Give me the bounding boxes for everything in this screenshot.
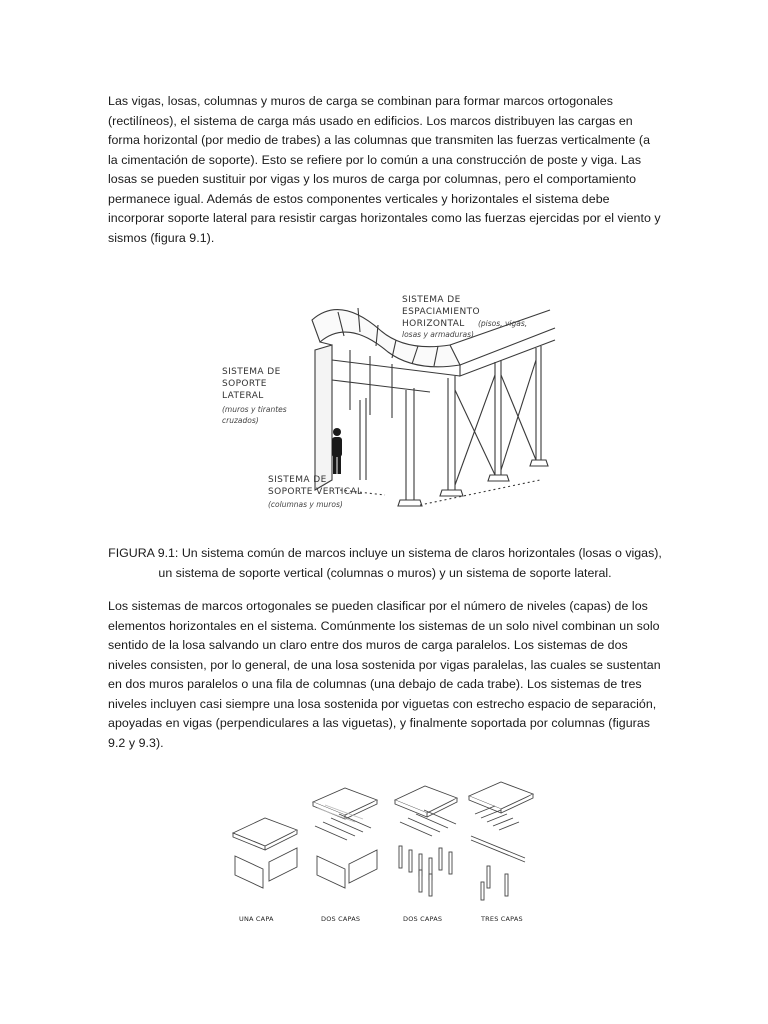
caption-label: FIGURA 9.1: [108,546,179,560]
label-lateral-3: LATERAL [222,391,264,401]
layer-label-3: TRES CAPAS [481,915,523,923]
label-lateral-note-1: (muros y tirantes [222,405,287,414]
figure-9-1-illustration [220,290,560,520]
caption-text: Un sistema común de marcos incluye un sistema de claros horizontales (losas o vigas), un sistema de soporte vertical (columnas o muros) y un sistema de soporte lateral. [158,546,662,580]
label-vertical-note: (columnas y muros) [268,500,343,509]
label-lateral-2: SOPORTE [222,379,267,389]
frame-system-drawing [220,290,560,520]
figure-layers-illustration [225,778,545,928]
layer-label-0: UNA CAPA [239,915,274,923]
label-horizontal-1: SISTEMA DE [402,295,461,305]
label-vertical-2: SOPORTE VERTICAL [268,487,363,497]
layers-drawing [225,778,545,928]
label-horizontal-3: HORIZONTAL [402,319,465,329]
label-lateral-note-2: cruzados) [222,416,259,425]
label-horizontal-note-2: losas y armaduras) [402,330,474,339]
label-horizontal-2: ESPACIAMIENTO [402,307,480,317]
paragraph-intro: Las vigas, losas, columnas y muros de carga se combinan para formar marcos ortogonales (rectilíneos), el sistema de carga más usado en edificios. Los marcos distribuyen las cargas en forma horizontal (por medio de trabes) a las columnas que transmiten las fuerzas verticalmente (a la cimentación de soporte). Esto se refiere por lo común a una construcción de poste y viga. Las losas se pueden sustituir por vigas y los muros de carga por columnas, pero el comportamiento permanece igual. Además de estos componentes verticales y horizontales el sistema debe incorporar soporte lateral para resistir cargas horizontales como las fuerzas ejercidas por el viento y sismos (figura 9.1). [108,94,661,245]
paragraph-classification: Los sistemas de marcos ortogonales se pueden clasificar por el número de niveles (capas) de los elementos horizontales en el sistema. Comúnmente los sistemas de un solo nivel combinan un solo sentido de la losa salvando un claro entre dos muros de carga paralelos. Los sistemas de dos niveles consisten, por lo general, de una losa sostenida por vigas paralelas, las cuales se sustentan en dos muros paralelos o una fila de columnas (una debajo de cada trabe). Los sistemas de tres niveles incluyen casi siempre una losa sostenida por viguetas con estrecho espacio de separación, apoyadas en vigas (perpendiculares a las viguetas), y finalmente soportada por columnas (figuras 9.2 y 9.3). [108,599,661,750]
person-silhouette [332,428,342,474]
label-lateral-1: SISTEMA DE [222,367,281,377]
layer-label-2: DOS CAPAS [403,915,443,923]
layer-label-1: DOS CAPAS [321,915,361,923]
label-horizontal-note-1: (pisos, vigas, [478,319,528,328]
label-vertical-1: SISTEMA DE [268,475,327,485]
figure-9-1-caption [100,544,670,583]
